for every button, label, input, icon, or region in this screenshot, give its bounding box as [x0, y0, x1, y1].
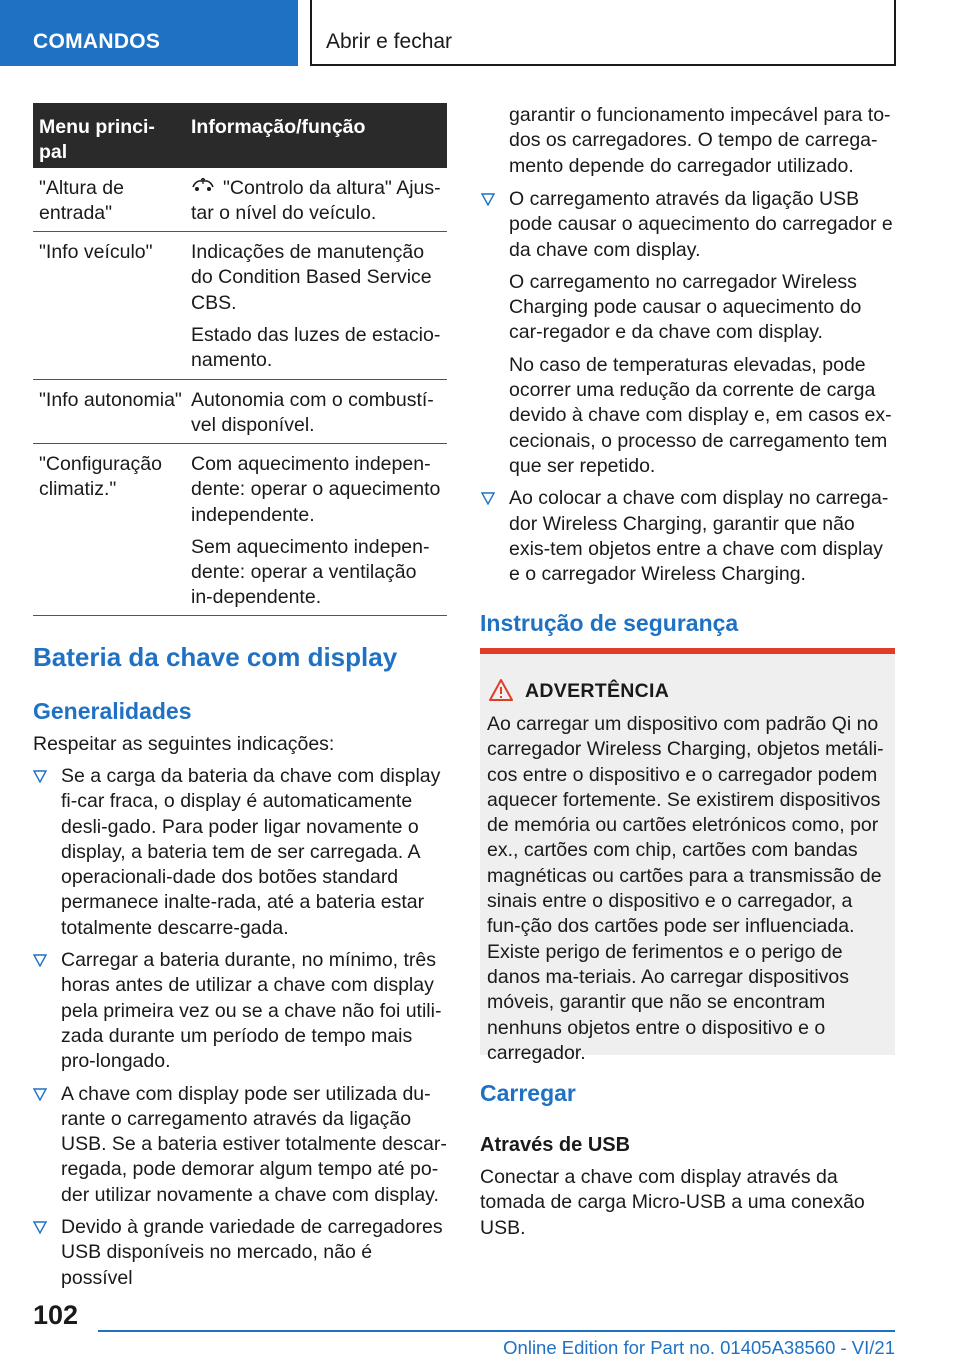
row-info-text: Com aquecimento indepen-dente: operar o aquecimento independente. — [191, 453, 441, 526]
row-menu: "Configuração climatiz." — [39, 453, 162, 501]
bullet-triangle-icon — [33, 1088, 47, 1101]
section-title: Bateria da chave com display — [33, 642, 398, 672]
warning-text: Ao carregar um dispositivo com padrão Qi no carregador Wireless Charging, objetos metáli-cos entre o dispositivo e o carregador podem aquecer fortemente. Se existirem dispositivos de memória ou cartões eletrónicos como, por ex., cartões com chip, cartões com bandas magnéticas ou cartões para a transmissão de sinais entre o dispositivo e o carregador, a fun-ção dos cartões pode ser influenciada. Existe perigo de ferimentos e o perigo de danos ma-teriais. Ao carregar dispositivos móveis, garantir que não se encontram nenhuns objetos entre o dispositivo e o carregador. — [487, 713, 884, 1064]
general-intro: Respeitar as seguintes indicações: — [33, 733, 335, 755]
row-menu: "Info veículo" — [39, 241, 153, 263]
table-row — [33, 380, 447, 444]
table-row — [33, 232, 447, 380]
chapter-label: COMANDOS — [33, 30, 161, 53]
list-item-text: O carregamento no carregador Wireless Charging pode causar o aquecimento do car-regador e da chave com display. — [509, 270, 862, 344]
bullet-triangle-icon — [33, 954, 47, 967]
bullet-triangle-icon — [481, 193, 495, 206]
topic-tab — [310, 0, 896, 66]
row-info-text — [191, 176, 443, 227]
table-header-menu: Menu princi- pal — [39, 116, 155, 163]
row-info — [191, 388, 443, 439]
list-item — [481, 486, 897, 587]
footer-rule — [98, 1330, 895, 1332]
subsection-title-general: Generalidades — [33, 698, 192, 724]
table-row — [33, 444, 447, 616]
table-row — [33, 168, 447, 232]
edition-footer: Online Edition for Part no. 01405A38560 - VI/21 — [503, 1337, 895, 1358]
warning-label: ADVERTÊNCIA — [525, 680, 670, 702]
list-item-text: Ao colocar a chave com display no carrega-dor Wireless Charging, garantir que não exis-tem objetos entre a chave com display e o carregador Wireless Charging. — [509, 487, 889, 586]
list-item-text: Carregar a bateria durante, no mínimo, três horas antes de utilizar a chave com display pela primeira vez ou se a chave não foi utili-zada durante um período de tempo mais pro-longado. — [61, 949, 442, 1073]
bullet-triangle-icon — [33, 1221, 47, 1234]
list-item-text: Devido à grande variedade de carregadores USB disponíveis no mercado, não é possível — [61, 1216, 443, 1289]
list-item — [33, 1215, 449, 1291]
table-header — [33, 103, 447, 168]
row-info-text: Estado das luzes de estacio-namento. — [191, 323, 441, 372]
usb-text: Conectar a chave com display através da tomada de carga Micro-USB a uma conexão USB. — [480, 1166, 865, 1239]
menu-table — [33, 103, 447, 616]
row-info — [191, 452, 443, 611]
charging-title: Carregar — [480, 1080, 576, 1106]
row-info — [191, 240, 443, 373]
general-list — [33, 764, 449, 1291]
row-info — [191, 176, 443, 227]
list-item — [33, 948, 449, 1074]
list-item-text: A chave com display pode ser utilizada du-rante o carregamento através da ligação USB. Se a bateria estiver totalmente descar-regada, pode demorar algum tempo até po-der utilizar novamente a chave com display. — [61, 1082, 447, 1206]
continued-text: garantir o funcionamento impecável para to-dos os carregadores. O tempo de carrega-mento depende do carregador utilizado. — [509, 104, 891, 177]
list-item — [481, 187, 897, 479]
list-item-text: Se a carga da bateria da chave com display fi-car fraca, o display é automaticamente desli-gado. Para poder ligar novamente o display, a bateria tem de ser carregada. A operacionali-dade dos botões standard permanece inalte-rada, até a bateria estar totalmente descarre-gada. — [61, 765, 441, 939]
list-item-text: No caso de temperaturas elevadas, pode ocorrer uma redução da corrente de carga devido à chave com display e, em casos ex-cecionais, o processo de carregamento tem que ser repetido. — [509, 353, 892, 477]
usb-title: Através de USB — [480, 1134, 631, 1156]
chapter-tab — [0, 0, 298, 66]
list-item — [33, 1082, 449, 1208]
list-item — [33, 764, 449, 941]
row-menu: "Info autonomia" — [39, 389, 182, 411]
table-header-info: Informação/função — [191, 116, 366, 138]
page-number: 102 — [33, 1300, 79, 1330]
row-info-text: Sem aquecimento indepen-dente: operar a ventilação in-dependente. — [191, 535, 430, 609]
safety-title: Instrução de segurança — [480, 610, 739, 636]
car-height-icon — [191, 178, 215, 192]
charging-notes-list — [481, 187, 897, 587]
warning-box — [480, 648, 895, 1064]
list-item-text: O carregamento através da ligação USB pode causar o aquecimento do carregador e da chave com display. — [509, 188, 893, 261]
row-info-text: Autonomia com o combustí-vel disponível. — [191, 389, 434, 437]
warning-triangle-icon — [488, 678, 514, 702]
row-menu: "Altura de entrada" — [39, 177, 124, 225]
bullet-triangle-icon — [481, 492, 495, 505]
row-info-text: Indicações de manutenção do Condition Based Service CBS. — [191, 241, 432, 314]
row-info-text-value: "Controlo da altura" Ajus-tar o nível do veículo. — [191, 177, 441, 225]
topic-label: Abrir e fechar — [326, 30, 453, 53]
bullet-triangle-icon — [33, 770, 47, 783]
